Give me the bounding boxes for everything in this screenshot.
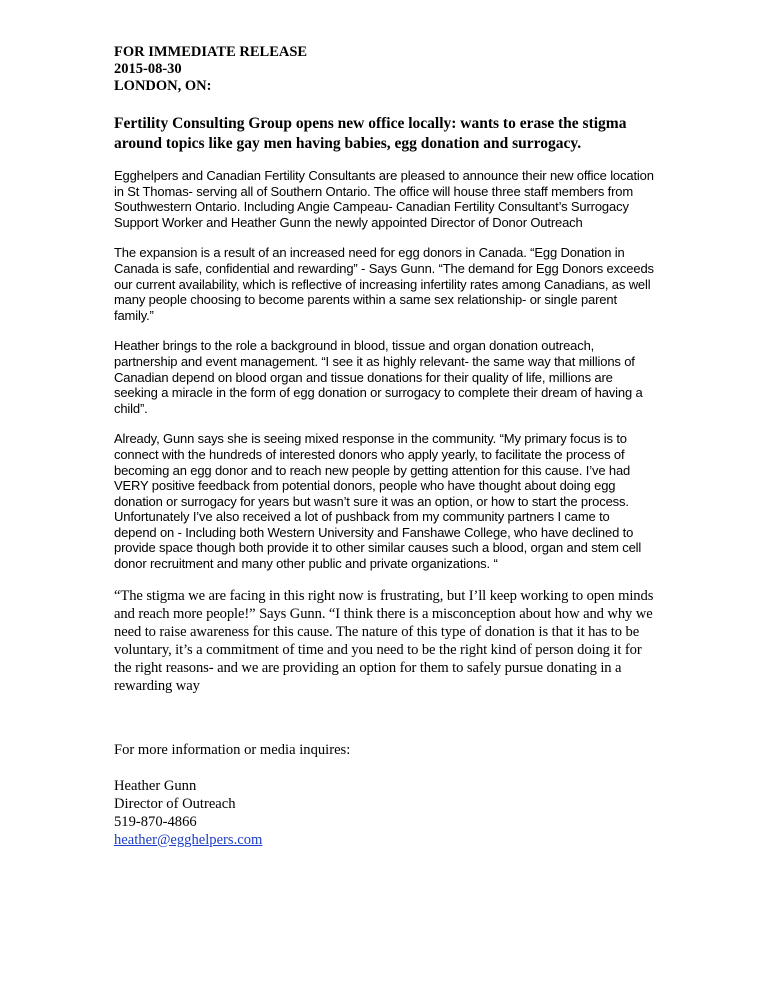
contact-phone: 519-870-4866 — [114, 813, 197, 830]
release-label: FOR IMMEDIATE RELEASE — [114, 44, 308, 60]
quote-paragraph: “The stigma we are facing in this right now is frustrating, but I’ll keep working to open minds and reach more people!” Says Gunn. “I think there is a misconception about how and why we need to raise awareness for this cause. The nature of this type of donation is that it has to be voluntary, it’s a commitment of time and you need to be the right kind of person doing it for the right reasons- and we are providing an option for them to safely pursue donating in a rewarding way — [114, 587, 654, 694]
release-location: LONDON, ON: — [114, 78, 212, 94]
contact-email-link[interactable]: heather@egghelpers.com — [114, 831, 263, 848]
press-release-page — [114, 44, 654, 849]
contact-email-line — [114, 831, 654, 849]
paragraph-intro: Egghelpers and Canadian Fertility Consultants are pleased to announce their new office location in St Thomas- serving all of Southern Ontario. The office will house three staff members from Southwestern Ontario. Including Angie Campeau- Canadian Fertility Consultant’s Surrogacy Support Worker and Heather Gunn the newly appointed Director of Donor Outreach — [114, 168, 654, 230]
release-date: 2015-08-30 — [114, 61, 182, 77]
paragraph-expansion: The expansion is a result of an increased need for egg donors in Canada. “Egg Donation in Canada is safe, confidential and rewarding” - Says Gunn. “The demand for Egg Donors exceeds our current availability, which is reflective of increasing infertility rates among Canadians, as well many people choosing to become parents within a same sex relationship- or single parent family.” — [114, 245, 654, 323]
contact-title: Director of Outreach — [114, 795, 236, 812]
paragraph-background: Heather brings to the role a background in blood, tissue and organ donation outreach, partnership and event management. “I see it as highly relevant- the same way that millions of Canadian depend on blood organ and tissue donations for their quality of life, millions are seeking a miracle in the form of egg donation or surrogacy to complete their dream of having a child”. — [114, 338, 643, 416]
headline: Fertility Consulting Group opens new office locally: wants to erase the stigma around topics like gay men having babies, egg donation and surrogacy. — [114, 115, 627, 152]
paragraph-response: Already, Gunn says she is seeing mixed response in the community. “My primary focus is to connect with the hundreds of interested donors who apply yearly, to facilitate the process of becoming an egg donor and to reach new people by getting attention for this cause. I’ve had VERY positive feedback from potential donors, people who have thought about doing egg donation or surrogacy for years but wasn’t sure it was an option, or how to start the process. Unfortunately I’ve also received a lot of pushback from my community partners I came to depend on - Including both Western University and Fanshawe College, who have declined to provide space though both provide it to other similar causes such a blood, organ and stem cell donor recruitment and many other public and private organizations. “ — [114, 431, 642, 572]
contact-intro: For more information or media inquires: — [114, 741, 351, 758]
contact-name: Heather Gunn — [114, 777, 197, 794]
